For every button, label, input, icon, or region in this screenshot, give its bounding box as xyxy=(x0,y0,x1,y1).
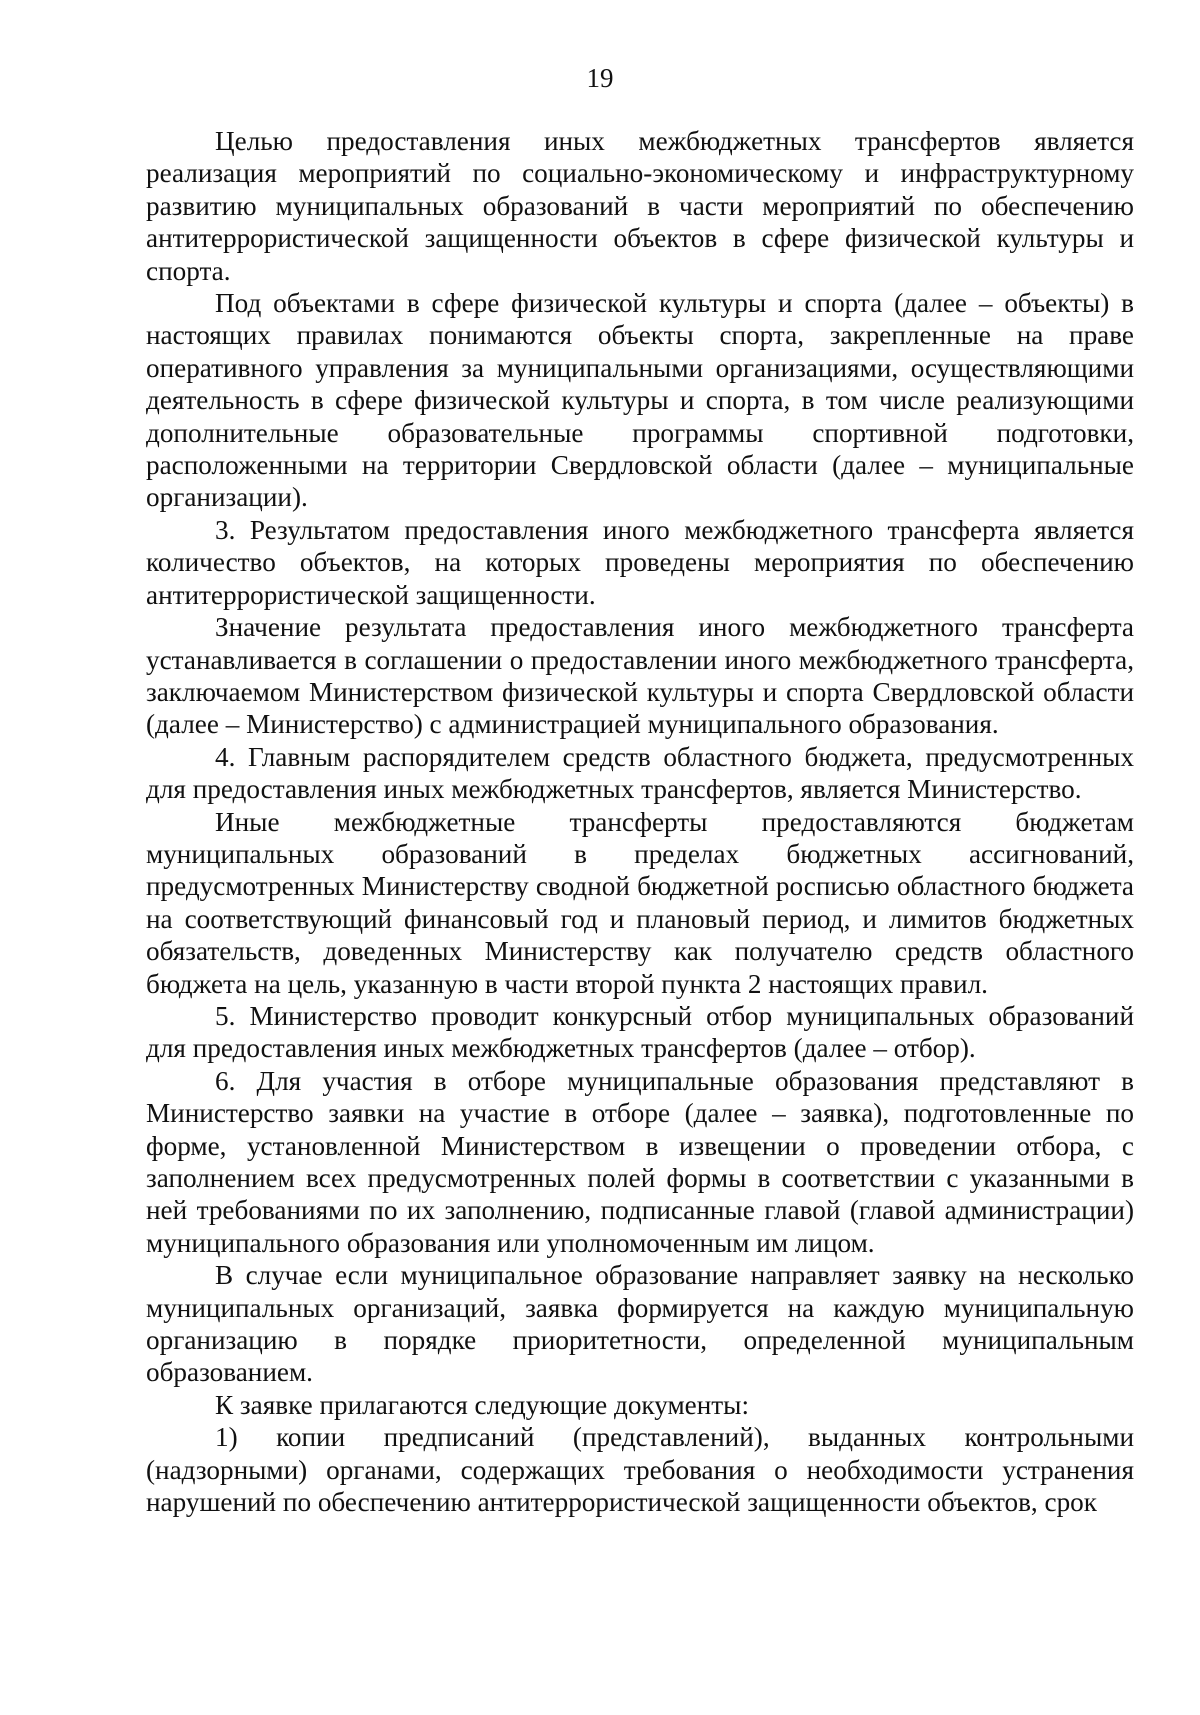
paragraph-result-value: Значение результата предоставления иного межбюджетного трансферта устанавливается в соглашении о предоставлении иного межбюджетного трансферта, заключаемом Министерством физической культуры и спорта Свердловской области (далее – Министерство) с администрацией муниципального образования. xyxy=(146,612,1134,740)
paragraph-subitem-1: 1) копии предписаний (представлений), выданных контрольными (надзорными) органами, содержащих требования о необходимости устранения нарушений по обеспечению антитеррористической защищенности объектов, срок xyxy=(146,1422,1134,1518)
paragraph-item-5: 5. Министерство проводит конкурсный отбор муниципальных образований для предоставления иных межбюджетных трансфертов (далее – отбор). xyxy=(146,1000,1134,1064)
page-number: 19 xyxy=(586,63,614,93)
paragraph-transfers-limits: Иные межбюджетные трансферты предоставляются бюджетам муниципальных образований в пределах бюджетных ассигнований, предусмотренных Министерству сводной бюджетной росписью областного бюджета на соответствующий финансовый год и плановый период, и лимитов бюджетных обязательств, доведенных Министерству как получателю средств областного бюджета на цель, указанную в части второй пункта 2 настоящих правил. xyxy=(146,806,1134,999)
paragraph-item-4: 4. Главным распорядителем средств областного бюджета, предусмотренных для предоставления иных межбюджетных трансфертов, является Министерство. xyxy=(146,741,1134,805)
paragraph-attached-documents: К заявке прилагаются следующие документы: xyxy=(215,1389,749,1420)
paragraph-item-3: 3. Результатом предоставления иного межбюджетного трансферта является количество объектов, на которых проведены мероприятия по обеспечению антитеррористической защищенности. xyxy=(146,514,1134,610)
document-body xyxy=(146,125,1134,1518)
paragraph-objects-definition: Под объектами в сфере физической культуры и спорта (далее – объекты) в настоящих правилах понимаются объекты спорта, закрепленные на праве оперативного управления за муниципальными организациями, осуществляющими деятельность в сфере физической культуры и спорта, в том числе реализующими дополнительные образовательные программы спортивной подготовки, расположенными на территории Свердловской области (далее – муниципальные организации). xyxy=(146,288,1134,513)
paragraph-item-6: 6. Для участия в отборе муниципальные образования представляют в Министерство заявки на участие в отборе (далее – заявка), подготовленные по форме, установленной Министерством в извещении о проведении отбора, с заполнением всех предусмотренных полей формы в соответствии с указанными в ней требованиями по их заполнению, подписанные главой (главой администрации) муниципального образования или уполномоченным им лицом. xyxy=(146,1065,1134,1258)
paragraph-goal: Целью предоставления иных межбюджетных трансфертов является реализация мероприятий по социально-экономическому и инфраструктурному развитию муниципальных образований в части мероприятий по обеспечению антитеррористической защищенности объектов в сфере физической культуры и спорта. xyxy=(146,126,1134,286)
paragraph-multiple-organizations: В случае если муниципальное образование направляет заявку на несколько муниципальных организаций, заявка формируется на каждую муниципальную организацию в порядке приоритетности, определенной муниципальным образованием. xyxy=(146,1260,1134,1388)
